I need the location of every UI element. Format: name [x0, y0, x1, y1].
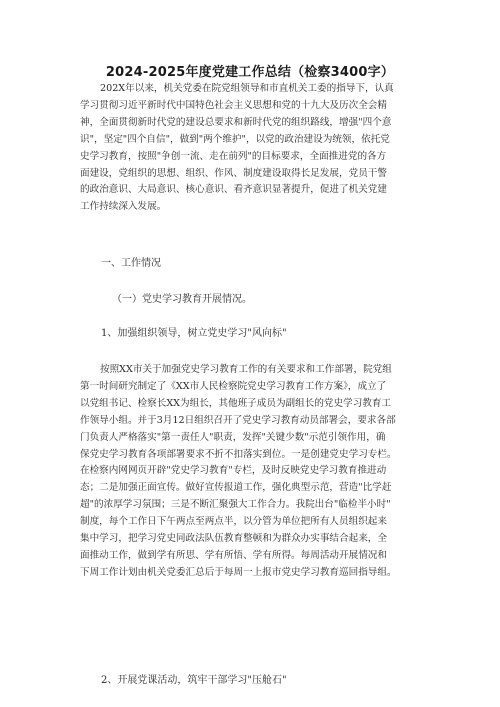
paragraph-line: 作领导小组。并于3月12日组织召开了党史学习教育动员部署会，要求各部	[80, 414, 396, 426]
paragraph-line: 超"的浓厚学习氛围；三是不断汇聚强大工作合力。我院出台"临检半小时"	[80, 499, 391, 511]
paragraph-line: 门负责人严格落实"第一责任人"职责，发挥"关键少数"示范引领作用，确	[80, 431, 386, 443]
paragraph-line: 工作持续深入发展。	[80, 201, 167, 213]
paragraph-line: 神，全面贯彻新时代党的建设总要求和新时代党的组织路线，增强"四个意	[80, 116, 392, 128]
paragraph-line: 学习贯彻习近平新时代中国特色社会主义思想和党的十九大及历次全会精	[80, 99, 387, 111]
paragraph-line: 识"，坚定"四个自信"，做到"两个维护"，以党的政治建设为统领，依托党	[80, 133, 390, 145]
subsection-heading: （一）党史学习教育开展情况。	[112, 294, 252, 305]
section-heading: 一、工作情况	[101, 258, 161, 269]
paragraph-line: 态；二是加强正面宣传。做好宣传报道工作，强化典型示范，营造"比学赶	[80, 482, 392, 494]
paragraph-line: 在检察内网网页开辟"党史学习教育"专栏，及时反映党史学习教育推进动	[80, 465, 387, 477]
paragraph-line: 下周工作计划由机关党委汇总后于每周一上报市党史学习教育巡回指导组。	[80, 566, 397, 578]
item1-paragraph	[80, 362, 428, 582]
paragraph-line: 按照XX市关于加强党史学习教育工作的有关要求和工作部署，院党组	[100, 364, 392, 375]
paragraph-line: 史学习教育，按照"争创一流、走在前列"的目标要求，全面推进党的各方	[80, 150, 387, 162]
paragraph-line: 集中学习，把学习党史同政法队伍教育整顿和为群众办实事结合起来，全	[80, 533, 387, 545]
paragraph-line: 制度，每个工作日下午两点至两点半，以分管为单位把所有人员组织起来	[80, 516, 387, 528]
paragraph-line: 202X年以来，机关党委在院党组领导和市直机关工委的指导下，认真	[100, 83, 394, 94]
paragraph-line: 面推动工作，做到学有所思、学有所悟、学有所得。每周活动开展情况和	[80, 549, 387, 561]
paragraph-line: 以党组书记、检察长XX为组长，其他班子成员为副组长的党史学习教育工	[80, 397, 392, 409]
intro-paragraph	[80, 81, 428, 216]
paragraph-line: 的政治意识、大局意识、核心意识、看齐意识显著提升，促进了机关党建	[80, 184, 387, 196]
paragraph-line: 保党史学习教育各项部署要求不折不扣落实到位。一是创建党史学习专栏。	[80, 448, 397, 460]
item-heading: 1、加强组织领导，树立党史学习"风向标"	[101, 328, 287, 339]
item-heading: 2、开展党课活动，筑牢干部学习"压舱石"	[101, 675, 287, 686]
document-title: 2024-2025年度党建工作总结（检察3400字）	[105, 65, 395, 80]
paragraph-line: 第一时间研究制定了《XX市人民检察院党史学习教育工作方案》，成立了	[80, 380, 387, 392]
paragraph-line: 面建设，党组织的思想、组织、作风、制度建设取得长足发展，党员干警	[80, 167, 387, 179]
